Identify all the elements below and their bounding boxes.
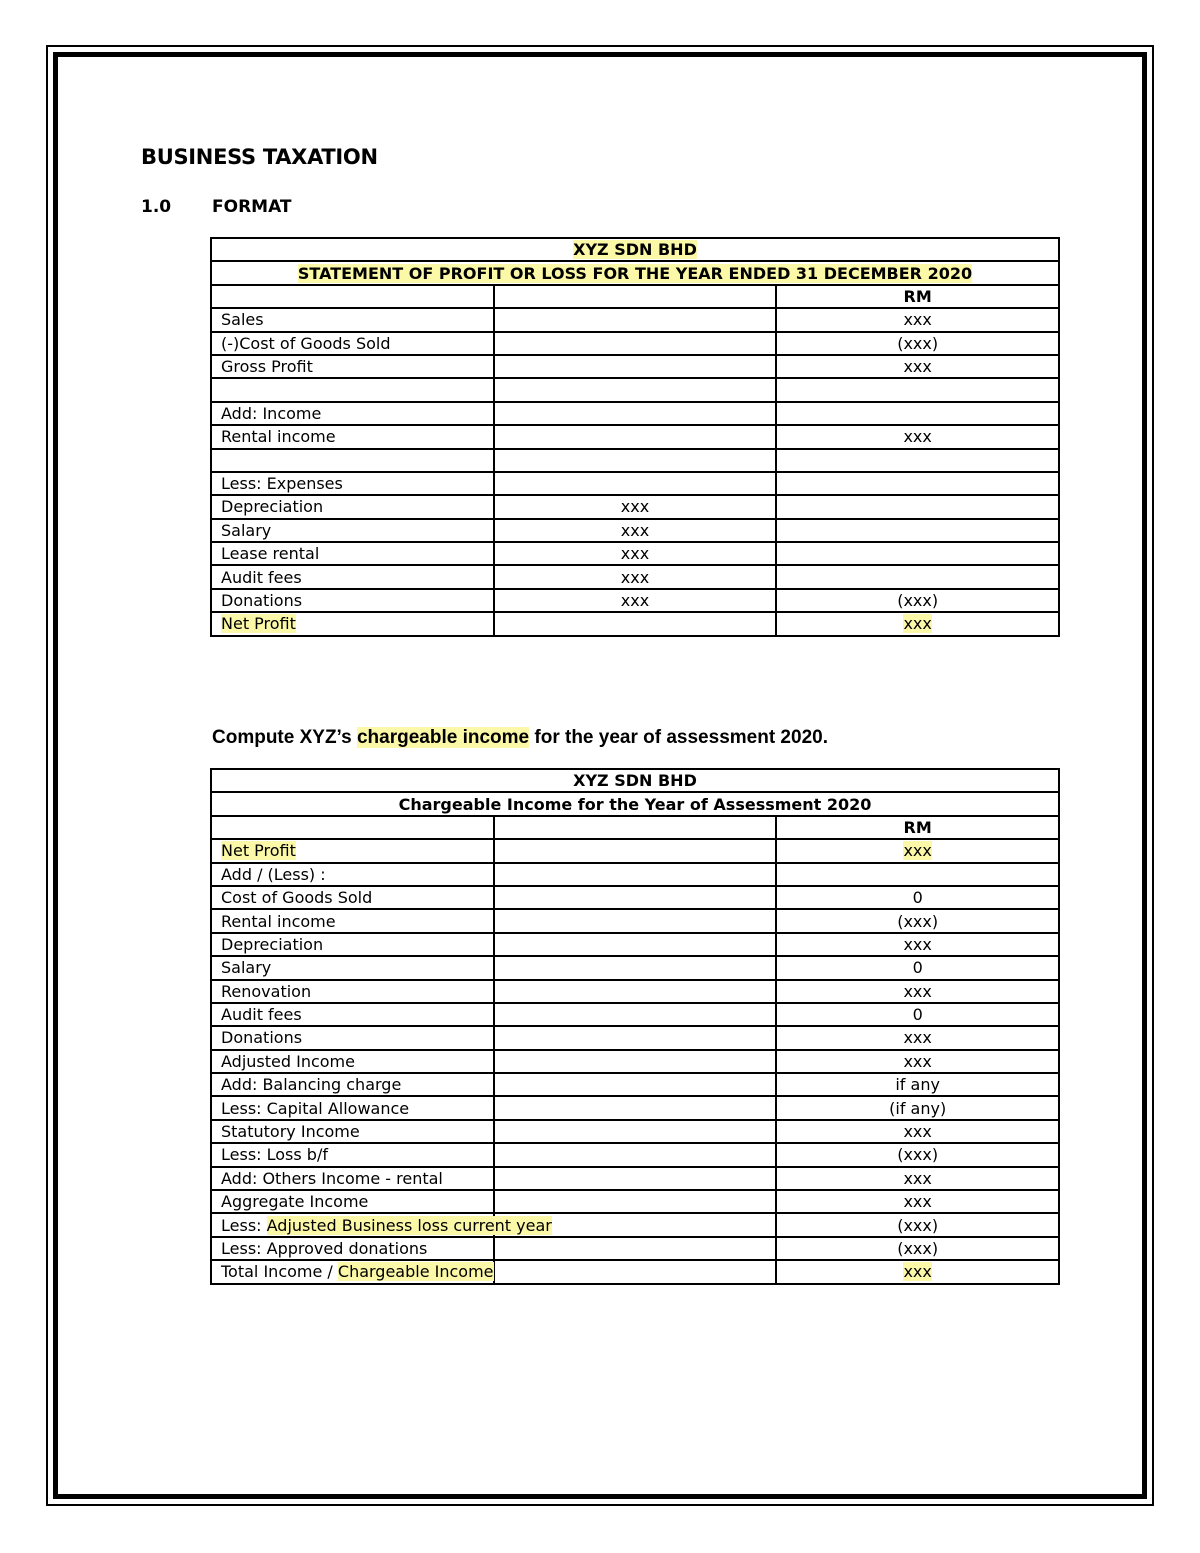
row-amount-cell <box>776 589 1059 612</box>
row-sub-amount: xxx <box>494 542 777 565</box>
row-label: Cost of Goods Sold <box>221 888 373 908</box>
profit-loss-statement-table <box>210 237 1060 637</box>
row-sub-amount <box>494 839 777 862</box>
row-label-cell <box>211 1190 494 1213</box>
row-amount: 0 <box>912 1005 923 1025</box>
row-label-cell <box>211 378 494 401</box>
row-amount-cell <box>776 1260 1059 1283</box>
row-amount-cell <box>776 1190 1059 1213</box>
row-amount-cell <box>776 863 1059 886</box>
table-row <box>211 863 1059 886</box>
row-label-cell <box>211 863 494 886</box>
table-header-row <box>211 792 1059 815</box>
row-label: Net Profit <box>221 841 296 861</box>
row-label-cell <box>211 1143 494 1166</box>
empty-cell <box>211 816 494 839</box>
row-label-cell <box>211 449 494 472</box>
chargeable-income-table <box>210 768 1060 1285</box>
row-label-cell <box>211 308 494 331</box>
row-amount-cell <box>776 425 1059 448</box>
row-sub-amount <box>494 402 777 425</box>
row-label: Statutory Income <box>221 1122 360 1142</box>
row-label-cell <box>211 1120 494 1143</box>
table-row <box>211 1003 1059 1026</box>
empty-cell <box>494 816 777 839</box>
row-amount: xxx <box>903 841 932 861</box>
row-amount-cell <box>776 565 1059 588</box>
row-label-cell <box>211 612 494 635</box>
row-sub-amount <box>494 1143 777 1166</box>
row-label: Donations <box>221 1028 303 1048</box>
table-row <box>211 402 1059 425</box>
table-row <box>211 519 1059 542</box>
profit-loss-statement-body <box>211 238 1059 636</box>
table-row <box>211 425 1059 448</box>
row-label: Rental income <box>221 427 336 447</box>
row-label-cell <box>211 565 494 588</box>
table-header-row <box>211 261 1059 284</box>
empty-cell <box>494 285 777 308</box>
row-sub-amount <box>494 1190 777 1213</box>
row-label-cell <box>211 1050 494 1073</box>
row-amount: xxx <box>903 1122 932 1142</box>
row-label-cell <box>211 519 494 542</box>
currency-label: RM <box>776 285 1059 308</box>
row-sub-amount <box>494 612 777 635</box>
row-amount: (xxx) <box>897 1215 939 1235</box>
table-row <box>211 472 1059 495</box>
table-row <box>211 839 1059 862</box>
table-row <box>211 956 1059 979</box>
table-row <box>211 612 1059 635</box>
currency-row <box>211 285 1059 308</box>
row-amount: (xxx) <box>897 333 939 353</box>
table-row <box>211 1167 1059 1190</box>
table-row <box>211 1260 1059 1283</box>
row-sub-amount <box>494 472 777 495</box>
company-name: XYZ SDN BHD <box>573 240 697 260</box>
row-sub-amount <box>494 1026 777 1049</box>
row-label-cell <box>211 495 494 518</box>
row-label: Less: <box>221 1215 267 1235</box>
table-row <box>211 1026 1059 1049</box>
row-amount: xxx <box>903 1028 932 1048</box>
row-label-cell <box>211 886 494 909</box>
row-sub-amount <box>494 332 777 355</box>
table-row <box>211 1213 1059 1236</box>
row-amount-cell <box>776 1073 1059 1096</box>
row-label: Salary <box>221 520 272 540</box>
table-row <box>211 378 1059 401</box>
row-amount-cell <box>776 355 1059 378</box>
question-suffix: for the year of assessment 2020. <box>529 727 828 748</box>
row-amount: xxx <box>903 1168 932 1188</box>
row-amount-cell <box>776 332 1059 355</box>
row-sub-amount <box>494 355 777 378</box>
table-row <box>211 1050 1059 1073</box>
table-row <box>211 1073 1059 1096</box>
question-prefix: Compute XYZ’s <box>212 727 357 748</box>
table-row <box>211 542 1059 565</box>
row-sub-amount <box>494 886 777 909</box>
row-amount: xxx <box>903 934 932 954</box>
table-header-row <box>211 238 1059 261</box>
row-sub-amount <box>494 378 777 401</box>
row-amount-cell <box>776 495 1059 518</box>
row-label: Adjusted Income <box>221 1051 355 1071</box>
table-row <box>211 308 1059 331</box>
row-label: Less: Expenses <box>221 474 343 494</box>
row-amount-cell <box>776 933 1059 956</box>
row-label: Gross Profit <box>221 357 313 377</box>
row-amount-cell <box>776 612 1059 635</box>
row-label: Salary <box>221 958 272 978</box>
row-amount-cell <box>776 1143 1059 1166</box>
row-label: Add: Balancing charge <box>221 1075 402 1095</box>
row-sub-amount <box>494 1237 777 1260</box>
computation-heading: Chargeable Income for the Year of Assessment 2020 <box>398 794 872 814</box>
row-sub-amount <box>494 425 777 448</box>
row-label-cell <box>211 1213 552 1236</box>
empty-cell <box>211 285 494 308</box>
row-label: Net Profit <box>221 614 296 634</box>
row-sub-amount <box>494 308 777 331</box>
row-sub-amount <box>494 1167 777 1190</box>
row-label-cell <box>211 1167 494 1190</box>
section-title: FORMAT <box>212 197 292 217</box>
row-label: Total Income / <box>221 1262 338 1282</box>
row-sub-amount: xxx <box>494 519 777 542</box>
row-label: Less: Capital Allowance <box>221 1098 410 1118</box>
row-label-cell <box>211 542 494 565</box>
row-amount-cell <box>776 519 1059 542</box>
table-row <box>211 449 1059 472</box>
table-row <box>211 909 1059 932</box>
row-label-highlight: Adjusted Business loss current year <box>266 1215 552 1235</box>
row-sub-amount <box>494 1120 777 1143</box>
row-amount: (xxx) <box>897 1239 939 1258</box>
row-amount: xxx <box>903 1192 932 1212</box>
row-sub-amount <box>494 1096 777 1119</box>
row-label-cell <box>211 956 494 979</box>
row-label-cell <box>211 332 494 355</box>
row-label-cell <box>211 909 494 932</box>
row-amount-cell <box>776 980 1059 1003</box>
row-label-cell <box>211 1260 494 1283</box>
row-label: Audit fees <box>221 567 302 587</box>
row-label: Sales <box>221 310 264 330</box>
row-amount: if any <box>895 1075 940 1095</box>
row-amount: xxx <box>903 981 932 1001</box>
table-row <box>211 1096 1059 1119</box>
row-amount-cell <box>776 402 1059 425</box>
row-label-cell <box>211 1003 494 1026</box>
row-sub-amount: xxx <box>494 589 777 612</box>
row-amount-cell <box>776 1213 1059 1236</box>
row-label-cell <box>211 1073 494 1096</box>
row-amount: (xxx) <box>897 911 939 931</box>
row-amount-cell <box>776 1096 1059 1119</box>
table-row <box>211 1120 1059 1143</box>
row-label: Audit fees <box>221 1005 302 1025</box>
row-label-cell <box>211 425 494 448</box>
row-amount: xxx <box>903 427 932 447</box>
row-amount-cell <box>776 1026 1059 1049</box>
table-row <box>211 886 1059 909</box>
row-label: Rental income <box>221 911 336 931</box>
document-title: BUSINESS TAXATION <box>141 145 378 169</box>
row-amount: xxx <box>903 310 932 330</box>
row-label: Renovation <box>221 981 312 1001</box>
row-amount: xxx <box>903 1262 932 1282</box>
row-amount-cell <box>776 1050 1059 1073</box>
row-sub-amount: xxx <box>494 495 777 518</box>
table-row <box>211 332 1059 355</box>
table-row <box>211 1237 1059 1260</box>
row-label: (-)Cost of Goods Sold <box>221 333 391 353</box>
row-amount: (if any) <box>889 1098 947 1118</box>
row-amount-cell <box>776 839 1059 862</box>
row-amount: 0 <box>912 958 923 978</box>
table-row <box>211 495 1059 518</box>
row-label: Depreciation <box>221 497 324 517</box>
row-amount-cell <box>776 886 1059 909</box>
row-amount-cell <box>776 449 1059 472</box>
row-amount: xxx <box>903 614 932 634</box>
row-label: Less: Approved donations <box>221 1239 428 1258</box>
question-highlight: chargeable income <box>356 727 530 748</box>
row-label: Add: Income <box>221 403 322 423</box>
row-amount-cell <box>776 1167 1059 1190</box>
row-sub-amount: xxx <box>494 565 777 588</box>
row-label: Add / (Less) : <box>221 864 326 884</box>
company-name-cell <box>211 238 1059 261</box>
table-row <box>211 565 1059 588</box>
row-label-cell <box>211 933 494 956</box>
row-sub-amount <box>494 1073 777 1096</box>
company-name: XYZ SDN BHD <box>573 771 697 791</box>
row-amount-cell <box>776 909 1059 932</box>
row-label-cell <box>211 980 494 1003</box>
row-amount: (xxx) <box>897 591 939 611</box>
row-label: Lease rental <box>221 544 320 564</box>
row-label-cell <box>211 402 494 425</box>
computation-heading-cell <box>211 792 1059 815</box>
chargeable-income-body <box>211 769 1059 1284</box>
row-amount-cell <box>776 956 1059 979</box>
row-sub-amount <box>494 1260 777 1283</box>
row-amount-cell <box>776 1120 1059 1143</box>
row-label-cell <box>211 472 494 495</box>
table-row <box>211 589 1059 612</box>
statement-heading: STATEMENT OF PROFIT OR LOSS FOR THE YEAR ENDED 31 DECEMBER 2020 <box>297 263 973 283</box>
table-header-row <box>211 769 1059 792</box>
table-row <box>211 980 1059 1003</box>
company-name-cell <box>211 769 1059 792</box>
row-label-cell <box>211 839 494 862</box>
row-sub-amount <box>494 863 777 886</box>
row-label-cell <box>211 1096 494 1119</box>
row-label-highlight: Chargeable Income <box>337 1262 494 1282</box>
row-amount: (xxx) <box>897 1145 939 1165</box>
currency-label: RM <box>776 816 1059 839</box>
row-amount: 0 <box>912 888 923 908</box>
row-sub-amount <box>494 1003 777 1026</box>
statement-heading-cell <box>211 261 1059 284</box>
row-label: Donations <box>221 591 303 611</box>
row-label: Depreciation <box>221 934 324 954</box>
row-amount: xxx <box>903 357 932 377</box>
row-label: Add: Others Income - rental <box>221 1168 443 1188</box>
row-amount-cell <box>776 1003 1059 1026</box>
row-sub-amount <box>494 1050 777 1073</box>
table-row <box>211 1143 1059 1166</box>
row-amount: xxx <box>903 1051 932 1071</box>
row-amount-cell <box>776 472 1059 495</box>
row-label-cell <box>211 1026 494 1049</box>
row-amount-cell <box>776 542 1059 565</box>
row-sub-amount <box>494 449 777 472</box>
row-amount-cell <box>776 1237 1059 1260</box>
currency-row <box>211 816 1059 839</box>
row-sub-amount <box>494 909 777 932</box>
row-label: Aggregate Income <box>221 1192 369 1212</box>
row-sub-amount <box>494 956 777 979</box>
row-amount-cell <box>776 378 1059 401</box>
row-label-cell <box>211 355 494 378</box>
row-sub-amount <box>494 980 777 1003</box>
row-label-cell <box>211 1237 494 1260</box>
row-label: Less: Loss b/f <box>221 1145 328 1165</box>
table-row <box>211 1190 1059 1213</box>
table-row <box>211 355 1059 378</box>
row-amount-cell <box>776 308 1059 331</box>
table-row <box>211 933 1059 956</box>
section-number: 1.0 <box>141 197 172 217</box>
row-label-cell <box>211 589 494 612</box>
row-sub-amount <box>494 933 777 956</box>
question-text <box>212 727 828 749</box>
